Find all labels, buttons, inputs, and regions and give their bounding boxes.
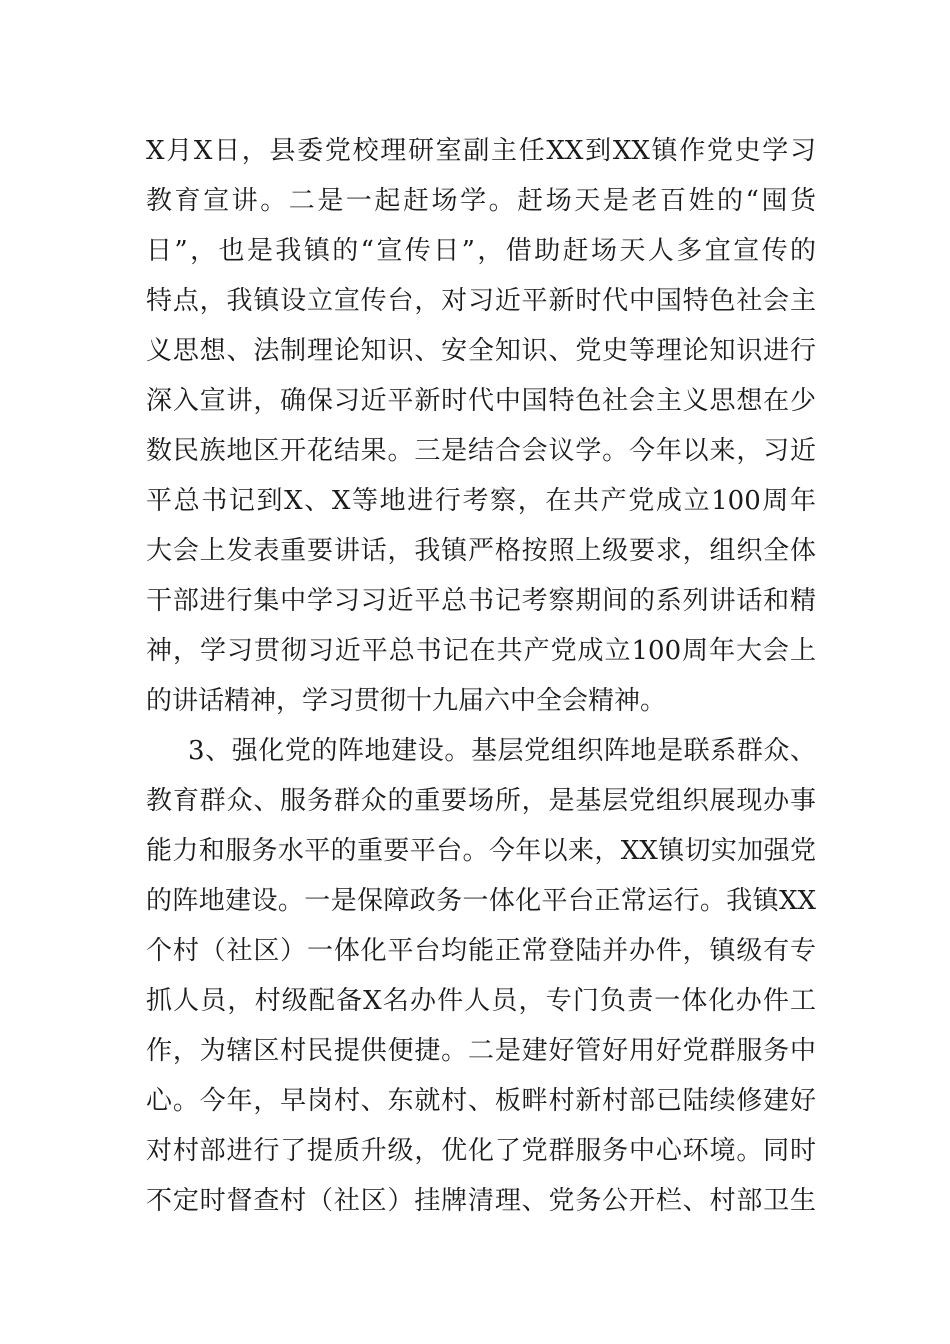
text-line-1: X月X日，县委党校理研室副主任XX到XX镇作党史学习 — [146, 136, 816, 166]
section-heading-line: 3、强化党的阵地建设。基层党组织阵地是联系群众、 — [188, 736, 816, 766]
text-line-20: 心。今年，早岗村、东就村、板畔村新村部已陆续修建好 — [146, 1086, 816, 1116]
text-line-19: 作，为辖区村民提供便捷。二是建好管好用好党群服务中 — [146, 1036, 816, 1066]
text-line-6: 深入宣讲，确保习近平新时代中国特色社会主义思想在少 — [146, 386, 816, 416]
text-line-12: 的讲话精神，学习贯彻十九届六中全会精神。 — [146, 686, 667, 716]
text-line-2: 教育宣讲。二是一起赶场学。赶场天是老百姓的“囤货 — [146, 186, 816, 216]
text-line-16: 的阵地建设。一是保障政务一体化平台正常运行。我镇XX — [146, 886, 816, 916]
text-line-7: 数民族地区开花结果。三是结合会议学。今年以来，习近 — [146, 436, 816, 466]
text-line-11: 神，学习贯彻习近平总书记在共产党成立100周年大会上 — [146, 636, 816, 666]
text-line-10: 干部进行集中学习习近平总书记考察期间的系列讲话和精 — [146, 586, 816, 616]
text-line-5: 义思想、法制理论知识、安全知识、党史等理论知识进行 — [146, 336, 816, 366]
text-line-15: 能力和服务水平的重要平台。今年以来，XX镇切实加强党 — [146, 836, 816, 866]
text-line-14: 教育群众、服务群众的重要场所，是基层党组织展现办事 — [146, 786, 816, 816]
text-line-3: 日”，也是我镇的“宣传日”，借助赶场天人多宜宣传的 — [146, 236, 816, 266]
text-line-9: 大会上发表重要讲话，我镇严格按照上级要求，组织全体 — [146, 536, 816, 566]
text-line-17: 个村（社区）一体化平台均能正常登陆并办件，镇级有专 — [146, 936, 816, 966]
text-line-4: 特点，我镇设立宣传台，对习近平新时代中国特色社会主 — [146, 286, 816, 316]
text-line-8: 平总书记到X、X等地进行考察，在共产党成立100周年 — [146, 486, 816, 516]
text-line-18: 抓人员，村级配备X名办件人员，专门负责一体化办件工 — [146, 986, 816, 1016]
text-line-21: 对村部进行了提质升级，优化了党群服务中心环境。同时 — [146, 1136, 816, 1166]
text-line-22: 不定时督查村（社区）挂牌清理、党务公开栏、村部卫生 — [146, 1186, 816, 1216]
